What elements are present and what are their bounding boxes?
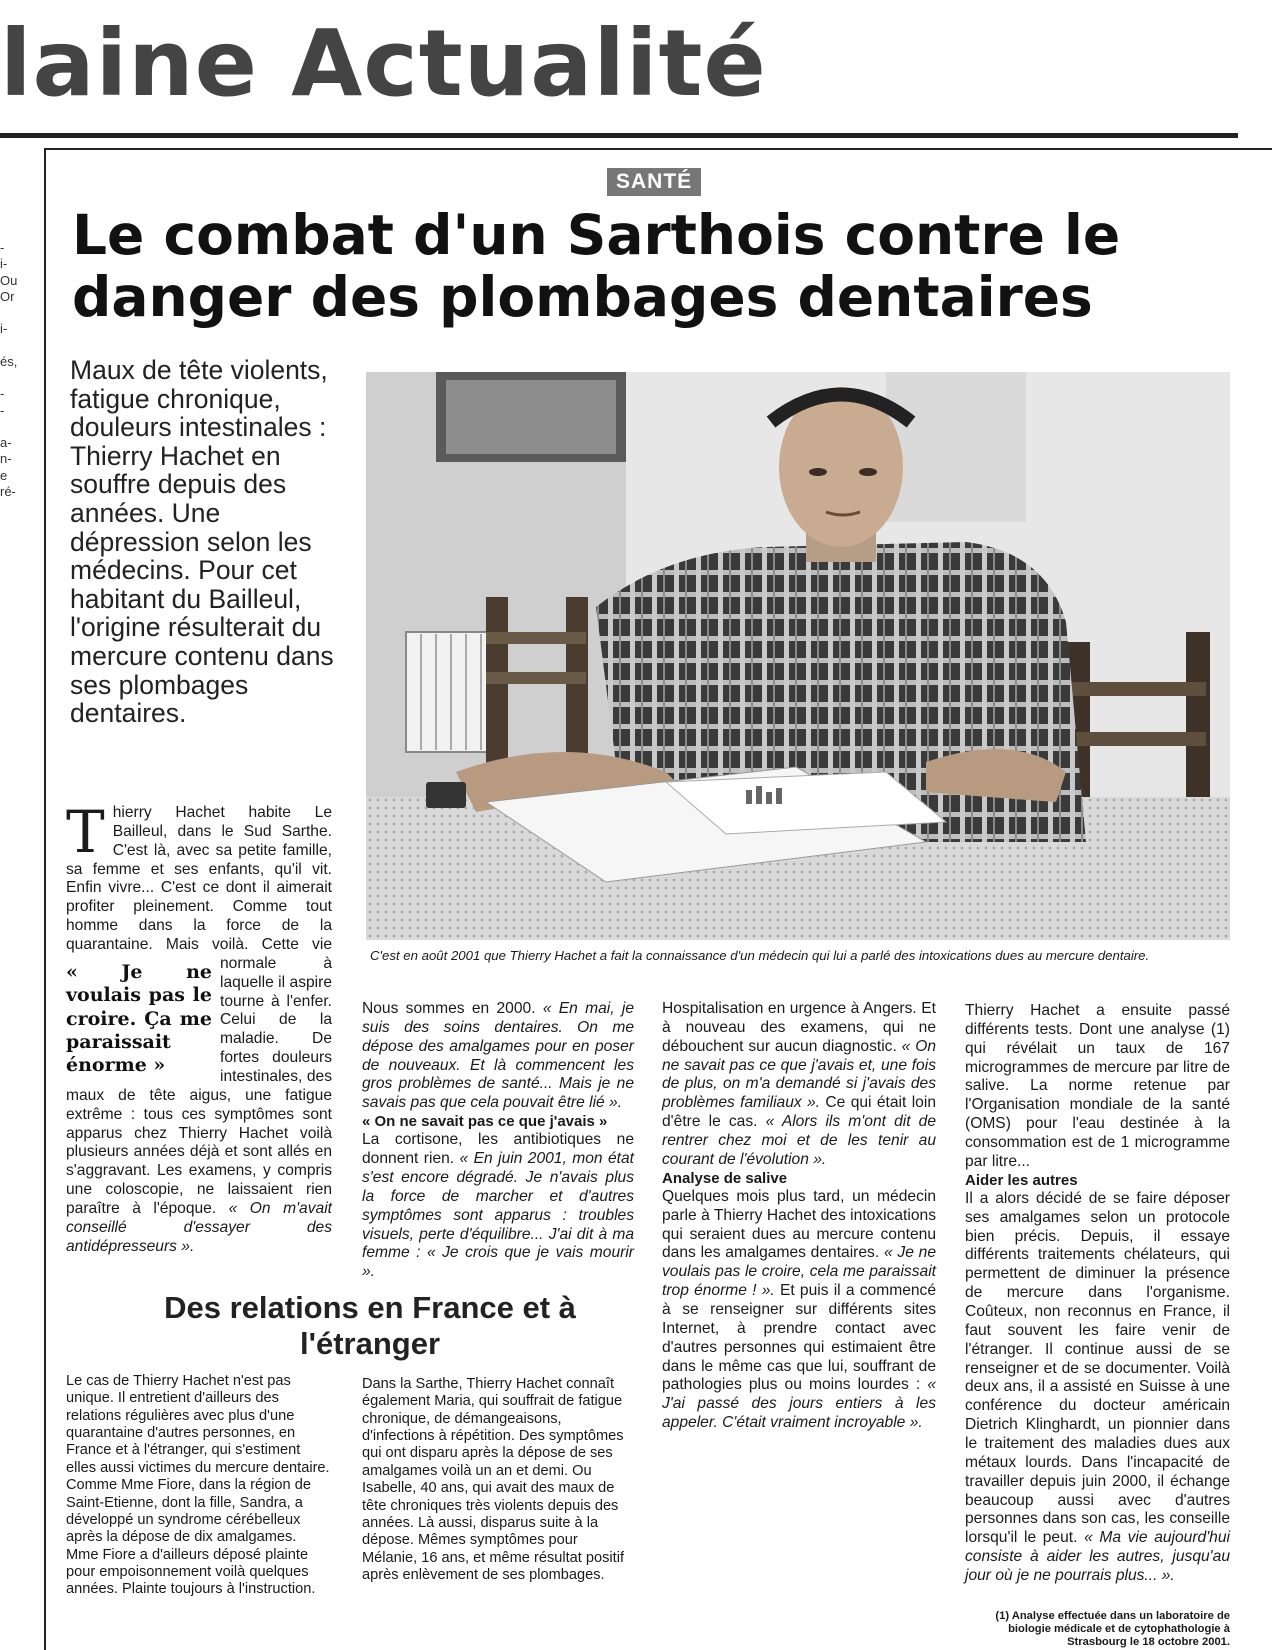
paragraph: [662, 1000, 936, 1170]
edge-fragment: -: [0, 386, 5, 402]
section-title: laine Actualité: [0, 10, 767, 117]
quote-text: « Je ne voulais pas le croire, cela me paraissait trop énorme ! ».: [662, 1244, 936, 1300]
quote-text: « On ne savait pas ce que j'avais et, une fois de plus, on m'a demandé si j'avais des problèmes familiaux ».: [662, 1037, 936, 1112]
subheading: « On ne savait pas ce que j'avais »: [362, 1113, 608, 1131]
edge-fragment: és,: [0, 353, 18, 369]
adjacent-column-fragments: [0, 240, 22, 500]
paragraph-text: Il a alors décidé de se faire déposer ses amalgames selon un protocole bien précis. Depuis, il essaye différents traitements chélateurs, qui permettent de diminuer la présence de mercure dans l'organisme. Coûteux, non reconnus en France, il faut souvent les faire venir de l'étranger. Il continue aussi de se renseigner et de se documenter. Voilà deux ans, il a assisté en Suisse à une conférence du docteur américain Dietrich Klinghardt, un pionnier dans le traitement des maladies dues aux métaux lourds. Dans l'incapacité de travailler depuis juin 2000, il échange beaucoup aussi avec d'autres personnes dans son cas, les conseille lorsqu'il le peut.: [965, 1189, 1230, 1547]
article-column-1: [66, 798, 332, 1257]
paragraph-text: Ce qui était loin d'être le cas.: [662, 1094, 936, 1131]
edge-fragment: [0, 305, 22, 321]
quote-text: « J'ai passé des jours entiers à les appeler. C'était vraiment incroyable ».: [662, 1376, 936, 1432]
edge-fragment: Or: [0, 288, 15, 304]
article-photo: [366, 372, 1230, 940]
quote-text: « Alors ils m'ont dit de rentrer chez moi et de les tenir au courant de l'évolution ».: [662, 1113, 936, 1168]
quote-text: « En mai, je suis des soins dentaires. On me dépose des amalgames pour en poser de nouveaux. Et là commencent les gros problèmes de santé... Mais je ne savais pas que cela pouvait être lié ».: [362, 1000, 634, 1112]
drop-cap: T: [66, 798, 105, 866]
paragraph: [362, 1131, 634, 1282]
article-column-3: [662, 1000, 936, 1433]
quote-text: « En juin 2001, mon état s'est encore dégradé. Je n'avais plus la force de marcher et d'autres symptômes sont apparus : troubles visuels, perte d'équilibre... J'ai dit à ma femme : « Je crois que je vais mourir ».: [362, 1150, 634, 1281]
edge-fragment: i-: [0, 256, 8, 272]
standfirst: Maux de tête violents, fatigue chronique, douleurs intestinales : Thierry Hachet en souffre depuis des années. Une dépression selon les médecins. Pour cet habitant du Bailleul, l'origine résulterait du mercure contenu dans ses plombages dentaires.: [70, 355, 334, 729]
paragraph-text: La cortisone, les antibiotiques ne donnent rien.: [362, 1131, 634, 1168]
sidebar-paragraph-1: Le cas de Thierry Hachet n'est pas unique. Il entretient d'ailleurs des relations régulières avec plus d'une quarantaine d'autres personnes, en France et à l'étranger, qui s'estiment elles aussi victimes du mercure dentaire. Comme Mme Fiore, dans la région de Saint-Etienne, dont la fille, Sandra, a développé un syndrome cérébelleux après la dépose de dix amalgames. Mme Fiore a d'ailleurs déposé plainte pour empoisonnement voilà quelques années. Plainte toujours à l'instruction.: [66, 1373, 330, 1598]
lead-paragraph: [66, 798, 332, 1257]
paragraph: [362, 1000, 634, 1113]
quote-text: « On m'avait conseillé d'essayer des antidépresseurs ».: [66, 1200, 332, 1255]
edge-fragment: Ou: [0, 272, 18, 288]
edge-fragment: [0, 338, 22, 354]
headline: Le combat d'un Sarthois contre le danger des plombages dentaires: [72, 203, 1121, 329]
edge-fragment: n-: [0, 451, 12, 467]
sidebar-paragraph-2: Dans la Sarthe, Thierry Hachet connaît également Maria, qui souffrait de fatigue chronique, de démangeaisons, d'infections à répétition. Des symptômes qui ont disparu après la dépose de ses amalgames voilà un an et demi. Ou Isabelle, 40 ans, qui avait des maux de tête chroniques très violents depuis des années. Là aussi, disparus suite à la dépose. Mêmes symptômes pour Mélanie, 16 ans, et même résultat positif après enlèvement de ses plombages.: [362, 1376, 625, 1583]
article-column-2: [362, 1000, 634, 1282]
paragraph: Thierry Hachet a ensuite passé différents tests. Dont une analyse (1) qui révélait un taux de 167 microgrammes de mercure par litre de salive. La norme retenue par l'Organisation mondiale de la santé (OMS) pour l'eau destinée à la consommation est de 1 microgramme par litre...: [965, 1002, 1230, 1170]
paragraph-text: Hospitalisation en urgence à Angers. Et à nouveau des examens, qui ne débouchent sur aucun diagnostic.: [662, 1000, 936, 1055]
edge-fragment: ré-: [0, 483, 16, 499]
subheading: Analyse de salive: [662, 1169, 788, 1187]
edge-fragment: [0, 419, 22, 435]
paragraph-text: Et puis il a commencé à se renseigner sur différents sites Internet, à prendre contact avec d'autres personnes qui estimaient être dans le même cas que lui, souffrant de pathologies plus ou moins lourdes :: [662, 1282, 937, 1394]
edge-fragment: a-: [0, 435, 12, 450]
edge-fragment: -: [0, 240, 5, 255]
edge-fragment: e: [0, 467, 8, 483]
edge-fragment: -: [0, 402, 5, 418]
paragraph-text: Quelques mois plus tard, un médecin parle à Thierry Hachet des intoxications qui seraient dues au mercure contenu dans les amalgames dentaires.: [662, 1187, 936, 1262]
paragraph-text: hierry Hachet habite Le Bailleul, dans le Sud Sarthe. C'est là, avec sa petite famille, sa femme et ses enfants, qu'il vit. Enfin vivre... C'est ce dont il aimerait profiter pleinement. Comme tout homme dans la force de la quarantaine. Mais voilà. Cette vie normale: [66, 804, 332, 972]
pull-quote: « Je ne voulais pas le croire. Ça me paraissait énorme »: [66, 960, 212, 1077]
quote-text: « Ma vie aujourd'hui consiste à aider les autres, jusqu'au jour où je ne pourrais plus... ».: [965, 1529, 1230, 1585]
subheading: Aider les autres: [965, 1171, 1078, 1189]
photo-caption: C'est en août 2001 que Thierry Hachet a fait la connaissance d'un médecin qui lui a parlé des intoxications dues au mercure dentaire.: [370, 948, 1150, 963]
header-rule: [0, 133, 1238, 138]
paragraph: [662, 1188, 936, 1433]
edge-fragment: i-: [0, 321, 8, 337]
paragraph-text: à laquelle il aspire tourne à l'enfer. Celui de la maladie. De fortes douleurs intestinales, des maux de tête aigus, une fatigue extrême : tous ces symptômes sont apparus chez Thierry Hachet voilà plusieurs années déjà et sont allés en s'aggravant. Les examens, y compris une coloscopie, ne laissaient rien paraître à l'époque.: [66, 954, 332, 1218]
paragraph: [965, 1190, 1230, 1586]
photo-illustration: [366, 372, 1230, 940]
footnote: (1) Analyse effectuée dans un laboratoire de biologie médicale et de cytophathologie à Strasbourg le 18 octobre 2001.: [995, 1610, 1230, 1648]
paragraph-text: Nous sommes en 2000.: [362, 1000, 543, 1017]
sidebar-title: Des relations en France et à l'étranger: [164, 1290, 576, 1362]
rubric-badge: SANTÉ: [607, 168, 701, 196]
edge-fragment: [0, 370, 22, 386]
article-column-4: [965, 1002, 1230, 1586]
